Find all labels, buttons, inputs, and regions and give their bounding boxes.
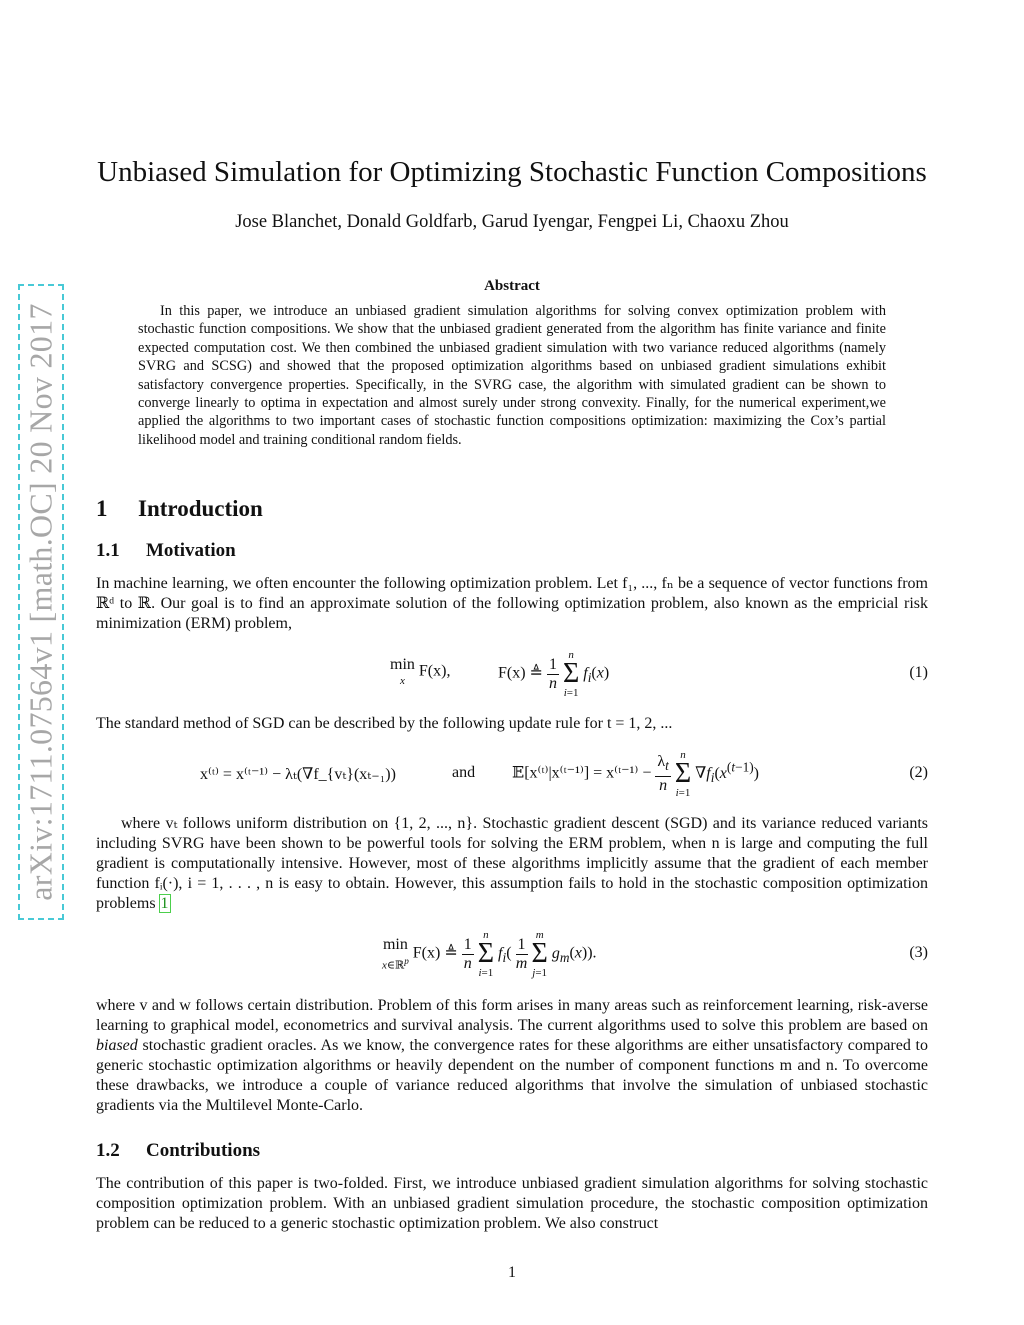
paragraph-contributions: The contribution of this paper is two-folded. First, we introduce unbiased gradient simulation algorithms for solving stochastic composition optimization problem. With an unbiased gradient simulation procedure, the stochastic composition optimization problem can be reduced to a generic stochastic optimization problem. We also construct: [96, 1175, 928, 1232]
paper-title: Unbiased Simulation for Optimizing Stochastic Function Compositions: [97, 156, 927, 188]
paragraph-erm: In machine learning, we often encounter the following optimization problem. Let f₁, ..., fₙ be a sequence of vector functions from ℝᵈ to ℝ. Our goal is to find an approximate solution of the following optimization problem, also known as the empricial risk minimization (ERM) problem,: [96, 575, 928, 632]
equation-3-lhs: F(x) ≜: [412, 944, 458, 962]
arxiv-stamp-text: arXiv:1711.07564v1 [math.OC] 20 Nov 2017: [22, 303, 59, 901]
subsection-title: Contributions: [146, 1140, 261, 1161]
subsection-number: 1.2: [96, 1140, 120, 1161]
equation-number-1: (1): [909, 664, 928, 681]
abstract-heading: Abstract: [484, 278, 540, 294]
citation-link[interactable]: 1: [160, 895, 169, 912]
equation-3: min x∈ℝ$^p$ F(x) ≜ $\frac{1}{n}$ n Σ i=1 $f_i$( $\frac{1}{m}$ m Σ j=1 $g_m(x)$).: [382, 929, 597, 979]
equation-2-rhs: 𝔼[x⁽ᵗ⁾|x⁽ᵗ⁻¹⁾] = x⁽ᵗ⁻¹⁾ −: [512, 764, 652, 782]
equation-1-lhs: F(x) ≜: [498, 664, 543, 682]
paragraph-distribution: where v and w follows certain distribution. Problem of this form arises in many areas such as reinforcement learning, risk-averse learning to graphical model, econometrics and survival analysis. The current algorithms used to solve this problem are based on biased stochastic gradient oracles. As we know, the convergence rates for these algorithms are either unsatisfactory compared to generic stochastic optimization algorithms or heavily dependent on the number of component functions m and n. To overcome these drawbacks, we introduce a couple of variance reduced algorithms that involve the simulation of unbiased stochastic gradients via the Multilevel Monte-Carlo.: [96, 997, 928, 1114]
subsection-title: Motivation: [146, 540, 236, 561]
subsection-heading-motivation: [96, 540, 236, 562]
section-title: Introduction: [138, 496, 263, 521]
equation-2-right: 𝔼[x⁽ᵗ⁾|x⁽ᵗ⁻¹⁾] = x⁽ᵗ⁻¹⁾ − $\frac{\lambda_t}{n}$ n Σ i=1 $\nabla f_i(x^{(t-1)})$: [512, 749, 759, 799]
equation-1-right: F(x) ≜ $\frac{1}{n}$ n Σ i=1 $f_i(x)$: [498, 649, 610, 699]
equation-number-3: (3): [909, 944, 928, 961]
page-number: 1: [508, 1264, 516, 1281]
section-number: 1: [96, 496, 108, 521]
subsection-number: 1.1: [96, 540, 120, 561]
equation-1-min: min x F(x),: [390, 656, 451, 687]
equation-2-and: and: [452, 764, 476, 781]
paragraph-composition: [96, 814, 928, 914]
equation-2-left: x⁽ᵗ⁾ = x⁽ᵗ⁻¹⁾ − λₜ(∇f_{vₜ}(xₜ₋₁)): [200, 766, 396, 783]
section-heading-introduction: [96, 496, 263, 522]
paragraph-composition-text: where vₜ follows uniform distribution on {1, 2, ..., n}. Stochastic gradient descent (SGD) and its variance reduced variants including SVRG have been shown to be powerful tools for solving the ERM problem, when n is large and computing the full gradient is computationally intensive. However, most of these algorithms implicitly assume that the gradient of each member function fᵢ(·), i = 1, . . . , n is easy to obtain. However, this assumption fails to hold in the stochastic composition optimization problems: [96, 815, 928, 912]
emphasis-biased: biased: [96, 1037, 138, 1054]
author-list: Jose Blanchet, Donald Goldfarb, Garud Iyengar, Fengpei Li, Chaoxu Zhou: [235, 212, 789, 232]
equation-1-left: F(x),: [418, 662, 451, 680]
arxiv-stamp: [18, 284, 64, 920]
subsection-heading-contributions: [96, 1140, 260, 1162]
equation-number-2: (2): [909, 764, 928, 781]
abstract-text: In this paper, we introduce an unbiased gradient simulation algorithms for solving convex optimization problem with stochastic function compositions. We show that the unbiased gradient generated from the algorithm has finite variance and finite expected computation cost. We then combined the unbiased gradient simulation with two variance reduced algorithms (namely SVRG and SCSG) and showed that the proposed optimization algorithms based on unbiased gradient simulations exhibit satisfactory convergence properties. Specifically, in the SVRG case, the algorithm with simulated gradient can be shown to converge linearly to optima in expectation and almost surely under strong convexity. Finally, for the numerical experiment,we applied the algorithms to two important cases of stochastic function compositions optimization: maximizing the Cox’s partial likelihood model and training conditional random fields.: [138, 303, 886, 448]
paragraph-sgd: The standard method of SGD can be described by the following update rule for t = 1, 2, ...: [96, 715, 673, 732]
